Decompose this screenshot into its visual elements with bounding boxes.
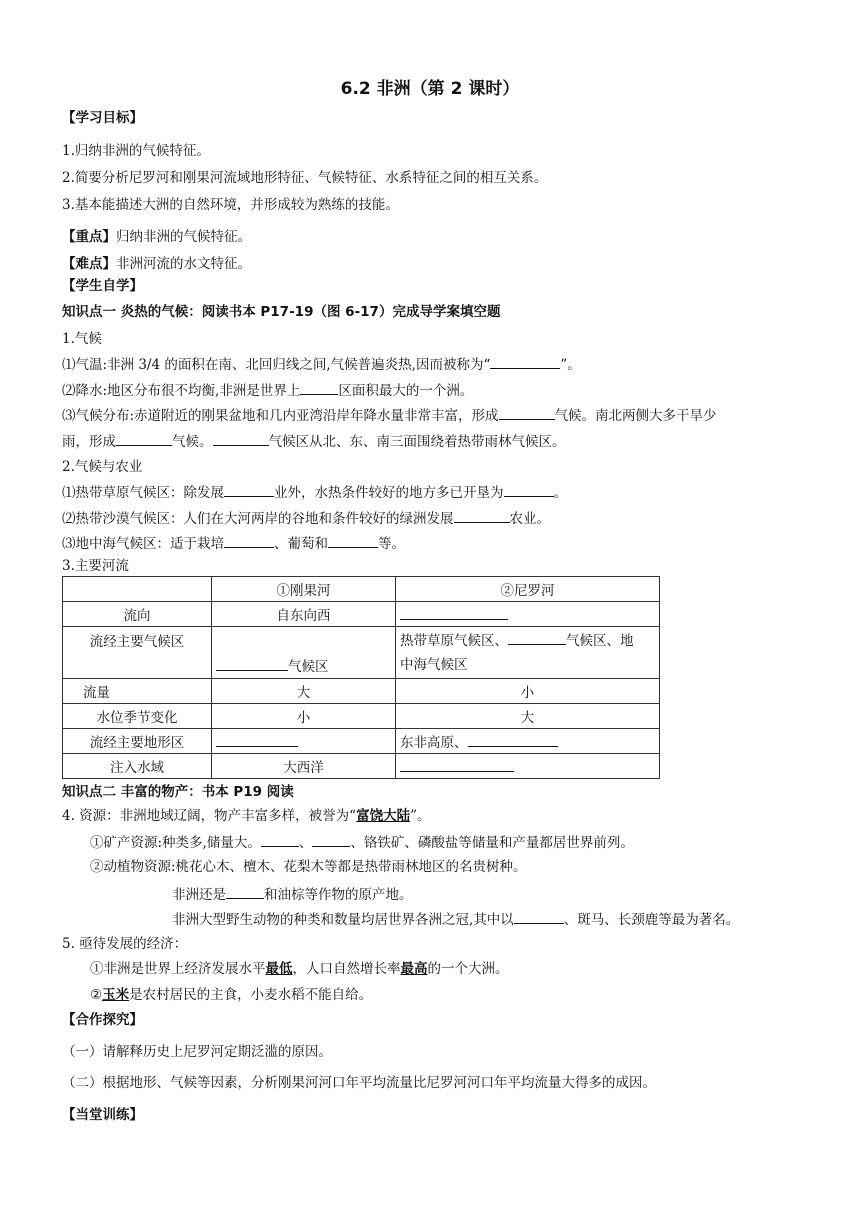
minerals-line xyxy=(90,832,634,853)
blank-field[interactable] xyxy=(226,884,264,899)
row-label-terrain: 流经主要地形区 xyxy=(63,729,212,754)
text: 农业。 xyxy=(509,511,550,527)
resources-line xyxy=(62,806,430,826)
blank-field[interactable] xyxy=(514,909,564,924)
row-label-climate: 流经主要气候区 xyxy=(63,627,212,679)
blank-field[interactable] xyxy=(490,354,560,369)
text: 业外，水热条件较好的地方多已开垦为 xyxy=(274,485,504,501)
row-label-outflow: 注入水域 xyxy=(63,754,212,779)
difficulty-point xyxy=(62,254,251,274)
blank-field[interactable] xyxy=(116,431,172,446)
table-row xyxy=(63,679,660,704)
objective-3: 3.基本能描述大洲的自然环境，并形成较为熟练的技能。 xyxy=(62,197,399,213)
climate-heading: 1.气候 xyxy=(62,331,102,347)
climate-temp xyxy=(62,354,581,375)
text: ，人口自然增长率 xyxy=(292,961,401,977)
agri-savanna xyxy=(62,482,567,503)
text: 东非高原、 xyxy=(400,735,468,751)
cell-congo-terrain xyxy=(212,729,396,754)
blank-field[interactable] xyxy=(454,508,510,523)
term-lowest: 最低 xyxy=(265,961,293,977)
blank-field[interactable] xyxy=(400,757,514,772)
cell-congo-direction: 自东向西 xyxy=(212,602,396,627)
blank-field[interactable] xyxy=(213,431,269,446)
cell-congo-outflow: 大西洋 xyxy=(212,754,396,779)
text: 和油棕等作物的原产地。 xyxy=(264,887,413,903)
row-label-direction: 流向 xyxy=(63,602,212,627)
key-text: 归纳非洲的气候特征。 xyxy=(116,229,251,245)
header-congo: ①刚果河 xyxy=(212,577,396,602)
rivers-heading: 3.主要河流 xyxy=(62,558,129,574)
text: 是农村居民的主食，小麦水稻不能自给。 xyxy=(129,987,373,1003)
blank-field[interactable] xyxy=(312,832,350,847)
cooperation-heading: 【合作探究】 xyxy=(62,1012,143,1028)
text: 、铬铁矿、磷酸盐等储量和产量都居世界前列。 xyxy=(350,835,634,851)
text: 、斑马、长颈鹿等最为著名。 xyxy=(563,912,740,928)
text: ⑶气候分布:赤道附近的刚果盆地和几内亚湾沿岸年降水量非常丰富，形成 xyxy=(62,408,499,424)
blank-field[interactable] xyxy=(504,482,554,497)
agri-desert xyxy=(62,508,550,529)
text: ② xyxy=(90,987,103,1003)
cell-nile-seasonal: 大 xyxy=(396,704,660,729)
blank-field[interactable] xyxy=(224,482,274,497)
blank-field[interactable] xyxy=(216,656,288,671)
text: ⑵热带沙漠气候区：人们在大河两岸的谷地和条件较好的绿洲发展 xyxy=(62,511,454,527)
text: 非洲大型野生动物的种类和数量均居世界各洲之冠,其中以 xyxy=(172,912,514,928)
blank-field[interactable] xyxy=(508,630,566,645)
climate-dist-1 xyxy=(62,405,717,426)
blank-field[interactable] xyxy=(216,732,298,747)
objective-2: 2.简要分析尼罗河和刚果河流域地形特征、气候特征、水系特征之间的相互关系。 xyxy=(62,170,548,186)
climate-rain xyxy=(62,380,473,401)
cell-congo-flow: 大 xyxy=(212,679,396,704)
text: ⑴气温:非洲 3/4 的面积在南、北回归线之间,气候普遍炎热,因而被称为“ xyxy=(62,357,491,373)
origin-line xyxy=(172,884,413,905)
header-nile: ②尼罗河 xyxy=(396,577,660,602)
text: 中海气候区 xyxy=(400,656,468,673)
row-label-flow: 流量 xyxy=(63,679,212,704)
text: 热带草原气候区、 xyxy=(400,632,508,649)
difficulty-label: 【难点】 xyxy=(62,256,116,272)
biology-line: ②动植物资源:桃花心木、檀木、花梨木等都是热带雨林地区的名贵树种。 xyxy=(90,859,527,875)
agri-mediterranean xyxy=(62,533,405,554)
text: ⑴热带草原气候区：除发展 xyxy=(62,485,224,501)
cell-nile-climate xyxy=(396,627,660,679)
text: 雨，形成 xyxy=(62,434,116,450)
blank-field[interactable] xyxy=(499,405,555,420)
text: ”。 xyxy=(560,357,581,373)
objective-1: 1.归纳非洲的气候特征。 xyxy=(62,143,210,159)
table-row xyxy=(63,754,660,779)
text: ①非洲是世界上经济发展水平 xyxy=(90,961,266,977)
text: 非洲还是 xyxy=(172,887,226,903)
row-label-seasonal: 水位季节变化 xyxy=(63,704,212,729)
cell-nile-direction xyxy=(396,602,660,627)
blank-field[interactable] xyxy=(468,732,558,747)
term-rich-continent: 富饶大陆 xyxy=(356,808,411,824)
economy-line-1 xyxy=(90,959,509,979)
blank-field[interactable] xyxy=(400,605,508,620)
text: ”。 xyxy=(410,808,431,824)
text: 气候区、地 xyxy=(566,632,634,649)
climate-dist-2 xyxy=(62,431,566,452)
cell-congo-seasonal: 小 xyxy=(212,704,396,729)
key-label: 【重点】 xyxy=(62,229,116,245)
objectives-heading: 【学习目标】 xyxy=(62,110,143,126)
text: 、葡萄和 xyxy=(274,536,328,552)
table-row xyxy=(63,704,660,729)
text: ⑵降水:地区分布很不均衡,非洲是世界上 xyxy=(62,383,301,399)
kp2-heading: 知识点二 丰富的物产：书本 P19 阅读 xyxy=(62,784,294,800)
economy-line-2 xyxy=(90,985,372,1005)
text: ⑶地中海气候区：适于栽培 xyxy=(62,536,224,552)
text: 。 xyxy=(553,485,567,501)
agri-heading: 2.气候与农业 xyxy=(62,459,143,475)
table-row xyxy=(63,627,660,679)
difficulty-text: 非洲河流的水文特征。 xyxy=(116,256,251,272)
text: 4. 资源：非洲地域辽阔，物产丰富多样，被誉为“ xyxy=(62,808,357,824)
text: 气候。南北两侧大多干旱少 xyxy=(554,408,717,424)
table-cell xyxy=(63,577,212,602)
economy-heading: 5. 亟待发展的经济： xyxy=(62,936,188,952)
page-title: 6.2 非洲（第 2 课时） xyxy=(340,79,520,99)
blank-field[interactable] xyxy=(328,533,378,548)
term-corn: 玉米 xyxy=(102,987,130,1003)
text: ①矿产资源:种类多,储量大。 xyxy=(90,835,261,851)
blank-field[interactable] xyxy=(261,832,299,847)
table-row xyxy=(63,729,660,754)
self-study-heading: 【学生自学】 xyxy=(62,278,143,294)
text: 等。 xyxy=(378,536,405,552)
practice-heading: 【当堂训练】 xyxy=(62,1107,143,1123)
wildlife-line xyxy=(172,909,739,930)
kp1-heading: 知识点一 炎热的气候：阅读书本 P17-19（图 6-17）完成导学案填空题 xyxy=(62,304,501,320)
text: 的一个大洲。 xyxy=(427,961,509,977)
cell-nile-outflow xyxy=(396,754,660,779)
rivers-table xyxy=(62,576,660,779)
key-point xyxy=(62,227,251,247)
question-1: （一）请解释历史上尼罗河定期泛滥的原因。 xyxy=(62,1044,332,1060)
table-row xyxy=(63,602,660,627)
cell-congo-climate xyxy=(212,627,396,679)
cell-nile-terrain xyxy=(396,729,660,754)
text: 区面积最大的一个洲。 xyxy=(338,383,474,399)
text: 、 xyxy=(298,835,313,851)
text: 气候区从北、东、南三面围绕着热带雨林气候区。 xyxy=(268,434,566,450)
question-2: （二）根据地形、气候等因素，分析刚果河河口年平均流量比尼罗河河口年平均流量大得多的成因。 xyxy=(62,1075,656,1091)
cell-nile-flow: 小 xyxy=(396,679,660,704)
blank-field[interactable] xyxy=(300,380,338,395)
text: 气候。 xyxy=(172,434,213,450)
text: 气候区 xyxy=(288,659,329,675)
table-row xyxy=(63,577,660,602)
term-highest: 最高 xyxy=(400,961,428,977)
blank-field[interactable] xyxy=(224,533,274,548)
